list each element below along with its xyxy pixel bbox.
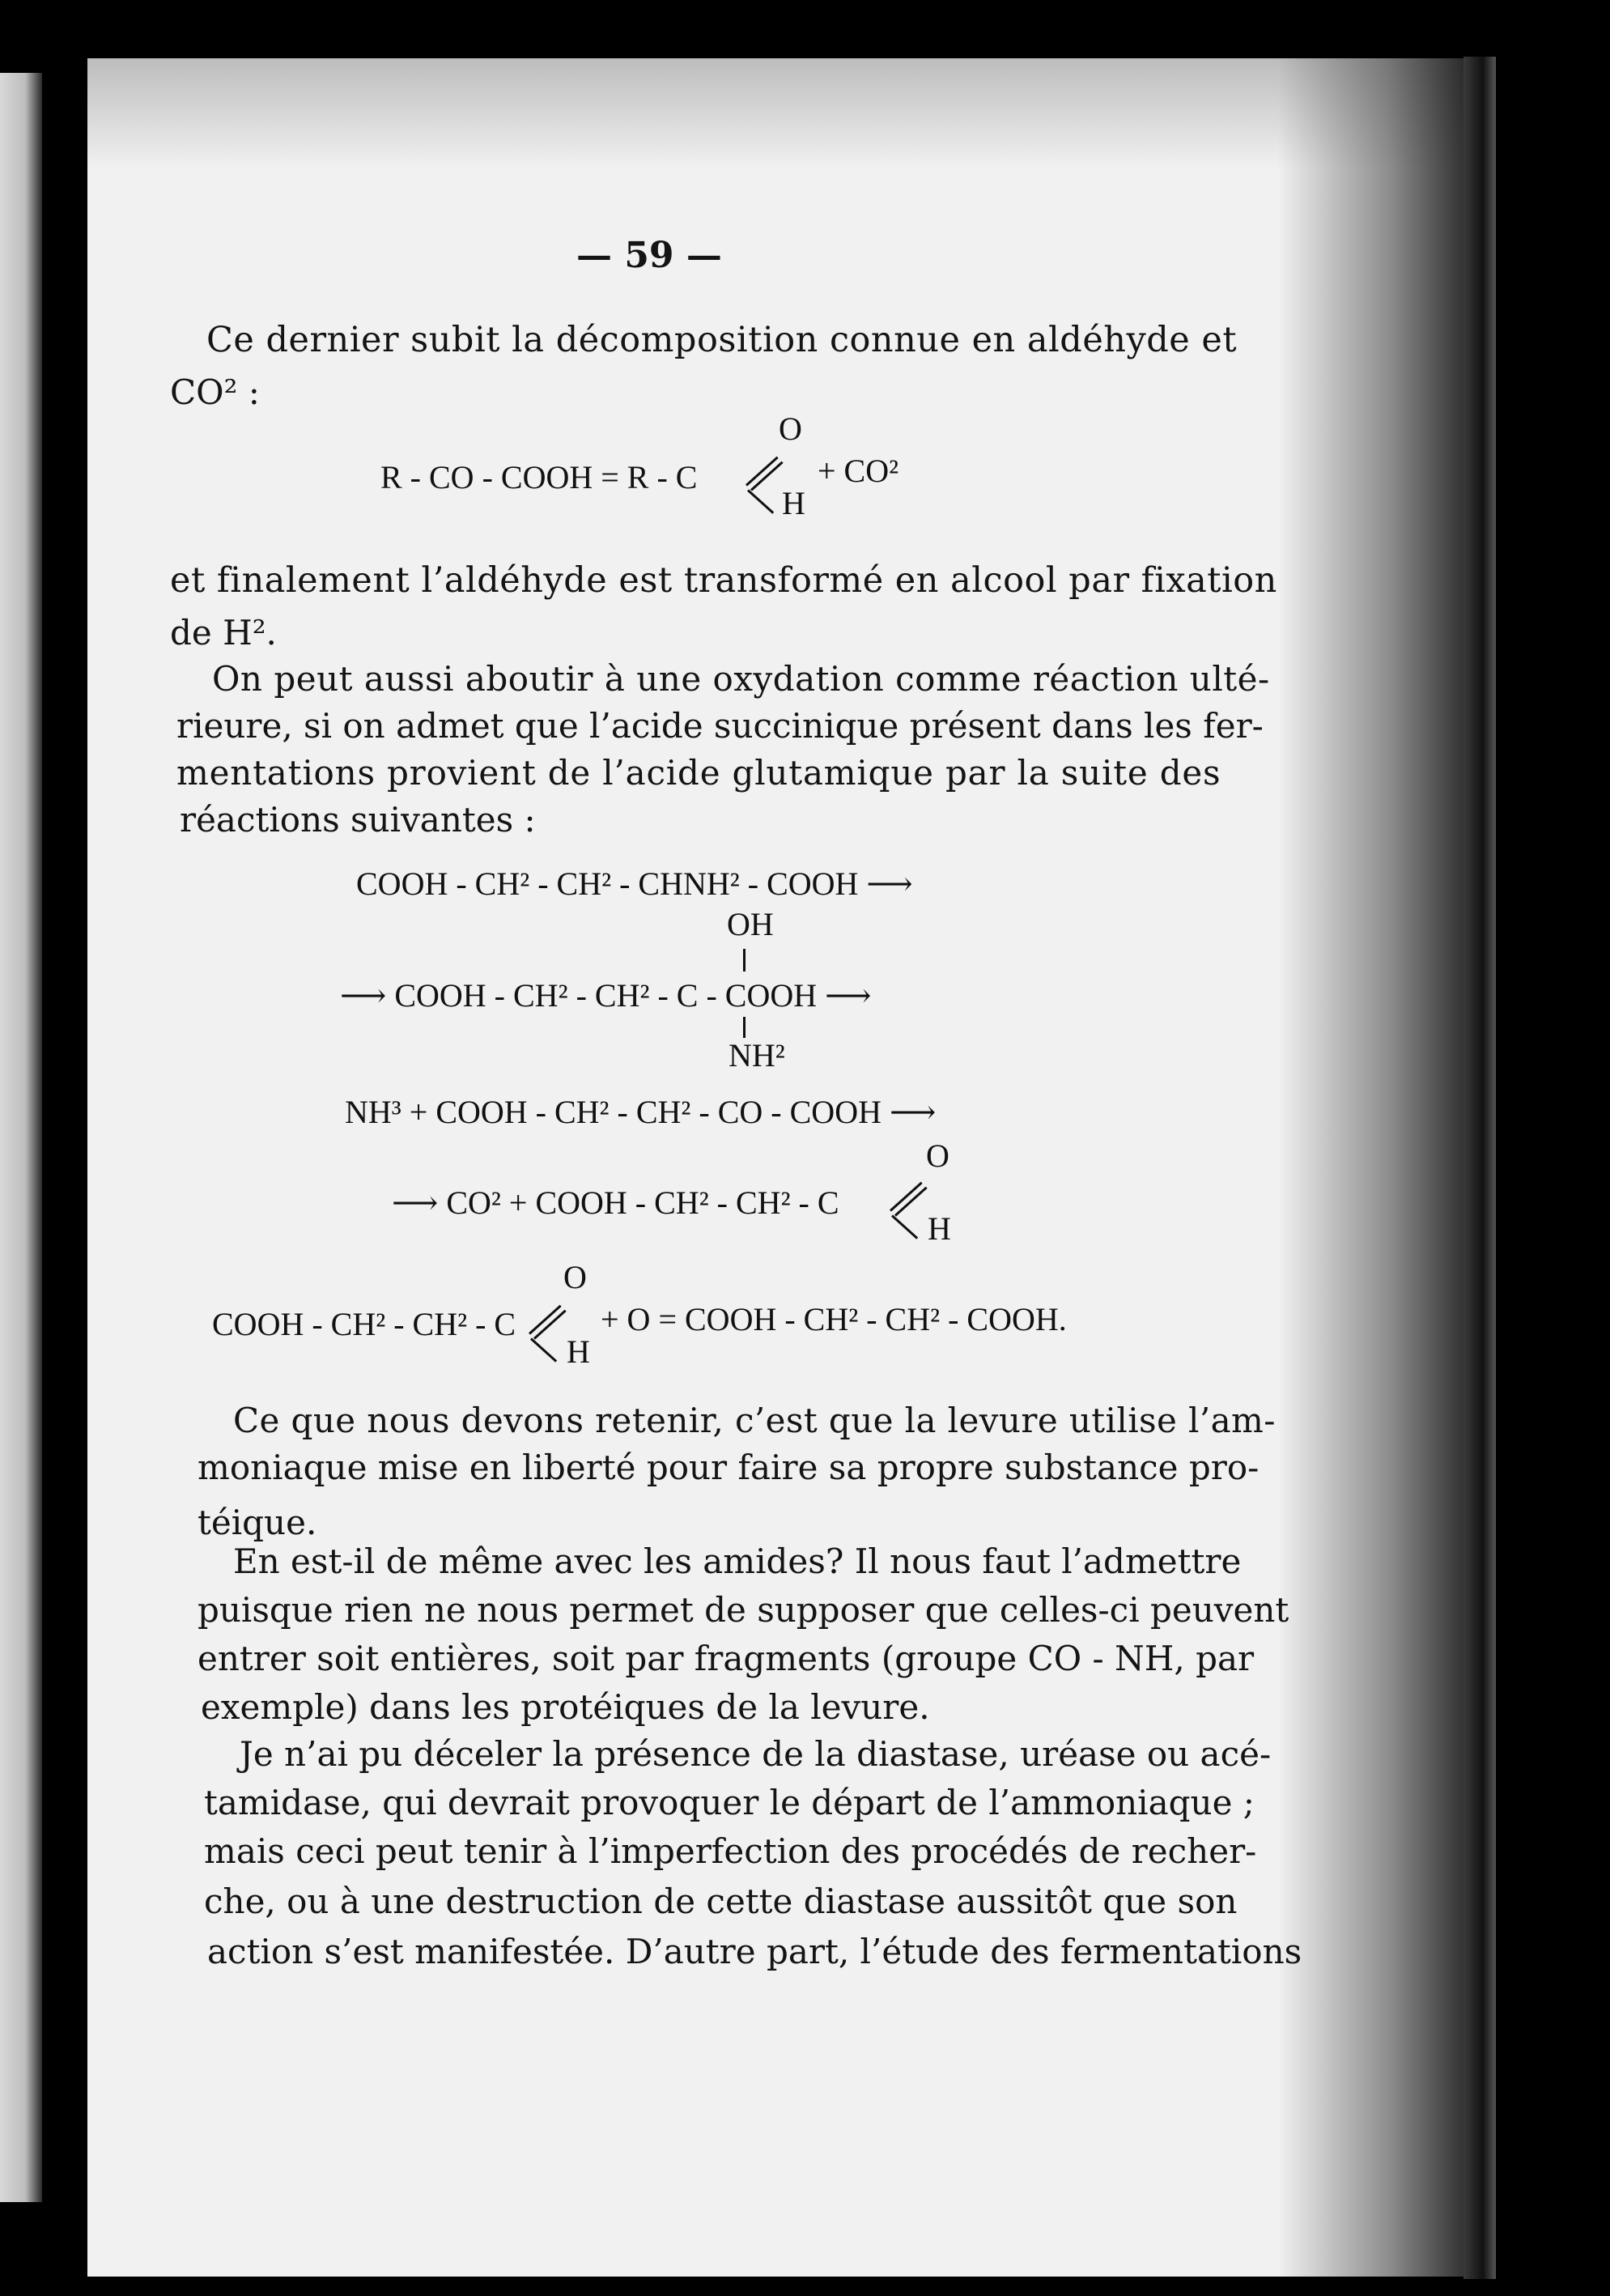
- final-equation-right: + O = COOH - CH² - CH² - COOH.: [601, 1301, 1067, 1337]
- paragraph-5-line-4: exemple) dans les protéiques de la levure.: [201, 1687, 930, 1727]
- paragraph-3-line-4: réactions suivantes :: [180, 800, 536, 840]
- scheme-line-4-oxygen: O: [926, 1137, 949, 1174]
- paragraph-1-line-1: Ce dernier subit la décomposition connue en aldéhyde et: [206, 320, 1238, 360]
- scheme-line-3: NH³ + COOH - CH² - CH² - CO - COOH ⟶: [345, 1094, 937, 1130]
- equation-1-hydrogen: H: [782, 485, 805, 521]
- equation-1-left: R - CO - COOH = R - C: [380, 459, 698, 495]
- scheme-amino: NH²: [729, 1037, 785, 1074]
- scheme-hydroxyl: OH: [727, 906, 774, 942]
- paragraph-4-line-3: téique.: [198, 1503, 317, 1542]
- paragraph-5-line-3: entrer soit entières, soit par fragments (groupe CO - NH, par: [198, 1639, 1255, 1678]
- paragraph-6-line-5: action s’est manifestée. D’autre part, l’étude des fermentations: [207, 1932, 1302, 1971]
- equation-1-right: + CO²: [818, 453, 899, 489]
- paragraph-5-line-1: En est-il de même avec les amides? Il nous faut l’admettre: [233, 1541, 1242, 1581]
- scheme-line-1: COOH - CH² - CH² - CHNH² - COOH ⟶: [356, 865, 913, 902]
- paragraph-6-line-2: tamidase, qui devrait provoquer le départ de l’ammoniaque ;: [204, 1783, 1255, 1822]
- paragraph-6-line-3: mais ceci peut tenir à l’imperfection des procédés de recher-: [204, 1831, 1257, 1871]
- paragraph-2-line-2: de H².: [170, 613, 277, 653]
- scheme-bond-up: [743, 949, 746, 972]
- left-page-edge: [0, 73, 42, 2202]
- page-edge-strip: [1463, 57, 1496, 2279]
- scheme-line-2: ⟶ COOH - CH² - CH² - C - COOH ⟶: [340, 977, 872, 1014]
- paragraph-3-line-1: On peut aussi aboutir à une oxydation comme réaction ulté-: [212, 659, 1270, 699]
- final-equation-hydrogen: H: [567, 1333, 590, 1370]
- scheme-line-4-hydrogen: H: [928, 1210, 951, 1247]
- page-number: — 59 —: [576, 235, 722, 276]
- paragraph-5-line-2: puisque rien ne nous permet de supposer que celles-ci peuvent: [198, 1590, 1289, 1630]
- equation-1-oxygen: O: [779, 410, 802, 447]
- paragraph-2-line-1: et finalement l’aldéhyde est transformé en alcool par fixation: [170, 560, 1277, 601]
- scheme-line-4: ⟶ CO² + COOH - CH² - CH² - C: [392, 1184, 839, 1221]
- paragraph-6-line-4: che, ou à une destruction de cette diastase aussitôt que son: [204, 1881, 1238, 1921]
- paragraph-6-line-1: Je n’ai pu déceler la présence de la diastase, uréase ou acé-: [240, 1734, 1272, 1774]
- paragraph-4-line-2: moniaque mise en liberté pour faire sa propre substance pro-: [198, 1448, 1260, 1487]
- paragraph-3-line-2: rieure, si on admet que l’acide succinique présent dans les fer-: [176, 706, 1264, 746]
- paragraph-3-line-3: mentations provient de l’acide glutamique par la suite des: [176, 753, 1221, 793]
- paragraph-1-line-2: CO² :: [170, 372, 260, 412]
- scheme-bond-down: [743, 1017, 746, 1038]
- final-equation-left: COOH - CH² - CH² - C: [212, 1306, 516, 1342]
- final-equation-oxygen: O: [563, 1259, 587, 1295]
- paragraph-4-line-1: Ce que nous devons retenir, c’est que la levure utilise l’am-: [233, 1401, 1276, 1440]
